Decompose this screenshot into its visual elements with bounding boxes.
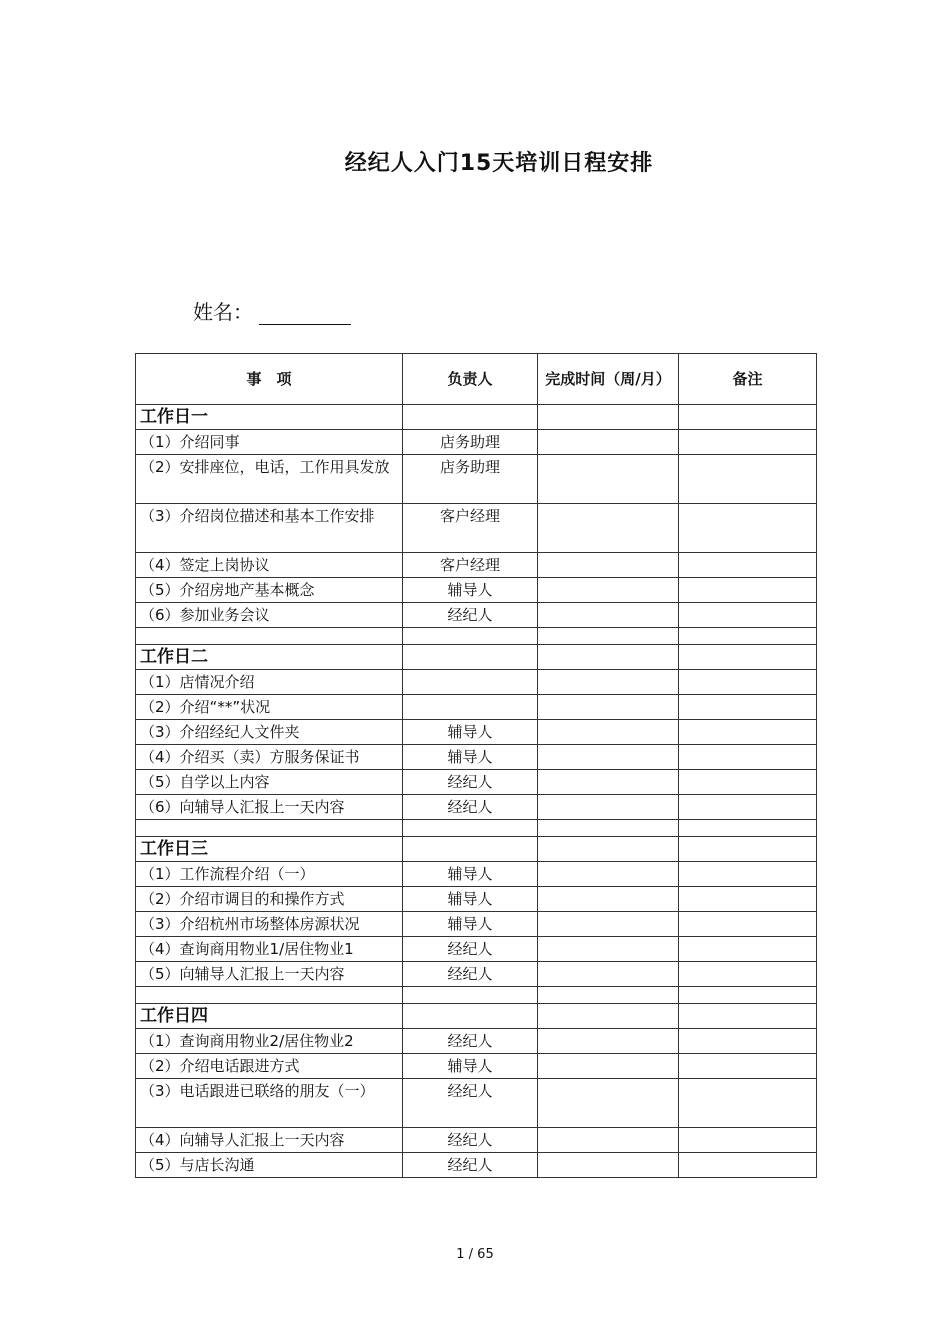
task-item: （6）参加业务会议 — [136, 603, 403, 628]
notes-cell — [679, 820, 817, 837]
notes-cell — [679, 745, 817, 770]
completion-time-cell — [538, 937, 679, 962]
table-body — [136, 405, 817, 1178]
page-number: 1 / 65 — [456, 1247, 494, 1262]
table-row — [136, 430, 817, 455]
page-title: 经纪人入门15天培训日程安排 — [344, 151, 654, 176]
spacer-row — [136, 820, 817, 837]
task-owner: 客户经理 — [403, 504, 538, 553]
task-owner — [403, 645, 538, 670]
task-owner — [403, 695, 538, 720]
completion-time-cell — [538, 553, 679, 578]
task-item: （3）介绍岗位描述和基本工作安排 — [136, 504, 403, 553]
completion-time-cell — [538, 887, 679, 912]
task-owner: 辅导人 — [403, 887, 538, 912]
task-item — [136, 987, 403, 1004]
notes-cell — [679, 553, 817, 578]
schedule-table — [135, 353, 817, 1178]
notes-cell — [679, 504, 817, 553]
completion-time-cell — [538, 837, 679, 862]
task-owner: 经纪人 — [403, 795, 538, 820]
table-row — [136, 912, 817, 937]
notes-cell — [679, 887, 817, 912]
notes-cell — [679, 1128, 817, 1153]
task-owner: 辅导人 — [403, 912, 538, 937]
notes-cell — [679, 670, 817, 695]
task-item: （1）介绍同事 — [136, 430, 403, 455]
name-field-row — [193, 296, 351, 325]
task-item: （3）介绍杭州市场整体房源状况 — [136, 912, 403, 937]
completion-time-cell — [538, 962, 679, 987]
table-row — [136, 455, 817, 504]
task-owner: 店务助理 — [403, 455, 538, 504]
completion-time-cell — [538, 645, 679, 670]
task-owner: 经纪人 — [403, 962, 538, 987]
task-item: （4）向辅导人汇报上一天内容 — [136, 1128, 403, 1153]
table-row — [136, 1079, 817, 1128]
completion-time-cell — [538, 603, 679, 628]
task-owner: 辅导人 — [403, 862, 538, 887]
task-item: （5）自学以上内容 — [136, 770, 403, 795]
completion-time-cell — [538, 670, 679, 695]
notes-cell — [679, 862, 817, 887]
notes-cell — [679, 720, 817, 745]
task-item: （3）电话跟进已联络的朋友（一） — [136, 1079, 403, 1128]
day-heading: 工作日三 — [136, 837, 403, 862]
notes-cell — [679, 1054, 817, 1079]
completion-time-cell — [538, 1054, 679, 1079]
task-owner — [403, 820, 538, 837]
task-item: （4）介绍买（卖）方服务保证书 — [136, 745, 403, 770]
completion-time-cell — [538, 987, 679, 1004]
table-row — [136, 795, 817, 820]
task-item: （5）向辅导人汇报上一天内容 — [136, 962, 403, 987]
name-label: 姓名： — [193, 300, 253, 324]
completion-time-cell — [538, 912, 679, 937]
notes-cell — [679, 628, 817, 645]
table-row — [136, 720, 817, 745]
spacer-row — [136, 628, 817, 645]
completion-time-cell — [538, 405, 679, 430]
notes-cell — [679, 1029, 817, 1054]
task-item: （5）介绍房地产基本概念 — [136, 578, 403, 603]
completion-time-cell — [538, 770, 679, 795]
task-item: （2）介绍电话跟进方式 — [136, 1054, 403, 1079]
task-owner: 客户经理 — [403, 553, 538, 578]
notes-cell — [679, 603, 817, 628]
completion-time-cell — [538, 720, 679, 745]
completion-time-cell — [538, 628, 679, 645]
notes-cell — [679, 795, 817, 820]
table-row — [136, 1153, 817, 1178]
notes-cell — [679, 912, 817, 937]
day-heading-row — [136, 645, 817, 670]
task-item: （4）查询商用物业1/居住物业1 — [136, 937, 403, 962]
completion-time-cell — [538, 1153, 679, 1178]
notes-cell — [679, 405, 817, 430]
notes-cell — [679, 937, 817, 962]
task-item: （2）安排座位，电话，工作用具发放 — [136, 455, 403, 504]
task-item: （1）店情况介绍 — [136, 670, 403, 695]
task-owner: 店务助理 — [403, 430, 538, 455]
table-row — [136, 862, 817, 887]
name-blank-line — [259, 304, 351, 325]
task-owner: 经纪人 — [403, 1153, 538, 1178]
completion-time-cell — [538, 745, 679, 770]
task-owner — [403, 670, 538, 695]
task-owner: 辅导人 — [403, 1054, 538, 1079]
task-owner: 辅导人 — [403, 745, 538, 770]
notes-cell — [679, 430, 817, 455]
notes-cell — [679, 1153, 817, 1178]
table-row — [136, 962, 817, 987]
completion-time-cell — [538, 695, 679, 720]
task-item — [136, 820, 403, 837]
task-owner — [403, 405, 538, 430]
table-header-row — [136, 354, 817, 405]
task-owner: 经纪人 — [403, 770, 538, 795]
task-owner — [403, 837, 538, 862]
notes-cell — [679, 1004, 817, 1029]
table-row — [136, 1054, 817, 1079]
task-owner: 经纪人 — [403, 1079, 538, 1128]
notes-cell — [679, 770, 817, 795]
header-item: 事 项 — [136, 354, 403, 405]
completion-time-cell — [538, 578, 679, 603]
task-owner: 辅导人 — [403, 720, 538, 745]
task-owner — [403, 1004, 538, 1029]
completion-time-cell — [538, 1004, 679, 1029]
task-owner: 经纪人 — [403, 1029, 538, 1054]
task-owner: 辅导人 — [403, 578, 538, 603]
table-row — [136, 937, 817, 962]
completion-time-cell — [538, 795, 679, 820]
completion-time-cell — [538, 820, 679, 837]
task-owner: 经纪人 — [403, 937, 538, 962]
table-row — [136, 887, 817, 912]
task-item: （2）介绍“**”状况 — [136, 695, 403, 720]
table-row — [136, 1029, 817, 1054]
table-row — [136, 603, 817, 628]
completion-time-cell — [538, 862, 679, 887]
task-item: （1）查询商用物业2/居住物业2 — [136, 1029, 403, 1054]
day-heading-row — [136, 405, 817, 430]
table-row — [136, 670, 817, 695]
table-row — [136, 578, 817, 603]
completion-time-cell — [538, 504, 679, 553]
task-owner — [403, 987, 538, 1004]
task-owner: 经纪人 — [403, 1128, 538, 1153]
notes-cell — [679, 837, 817, 862]
table-row — [136, 504, 817, 553]
task-item: （3）介绍经纪人文件夹 — [136, 720, 403, 745]
task-item: （1）工作流程介绍（一） — [136, 862, 403, 887]
notes-cell — [679, 455, 817, 504]
completion-time-cell — [538, 455, 679, 504]
task-item: （4）签定上岗协议 — [136, 553, 403, 578]
day-heading-row — [136, 837, 817, 862]
table-row — [136, 553, 817, 578]
notes-cell — [679, 645, 817, 670]
completion-time-cell — [538, 1128, 679, 1153]
task-item — [136, 628, 403, 645]
completion-time-cell — [538, 430, 679, 455]
table-row — [136, 745, 817, 770]
header-notes: 备注 — [679, 354, 817, 405]
task-item: （5）与店长沟通 — [136, 1153, 403, 1178]
task-item: （2）介绍市调目的和操作方式 — [136, 887, 403, 912]
notes-cell — [679, 1079, 817, 1128]
completion-time-cell — [538, 1029, 679, 1054]
header-owner: 负责人 — [403, 354, 538, 405]
notes-cell — [679, 578, 817, 603]
completion-time-cell — [538, 1079, 679, 1128]
spacer-row — [136, 987, 817, 1004]
day-heading: 工作日四 — [136, 1004, 403, 1029]
table-row — [136, 1128, 817, 1153]
task-item: （6）向辅导人汇报上一天内容 — [136, 795, 403, 820]
day-heading: 工作日一 — [136, 405, 403, 430]
notes-cell — [679, 962, 817, 987]
table-row — [136, 770, 817, 795]
day-heading: 工作日二 — [136, 645, 403, 670]
table-row — [136, 695, 817, 720]
task-owner: 经纪人 — [403, 603, 538, 628]
notes-cell — [679, 695, 817, 720]
task-owner — [403, 628, 538, 645]
header-completion-time: 完成时间（周/月） — [538, 354, 679, 405]
notes-cell — [679, 987, 817, 1004]
day-heading-row — [136, 1004, 817, 1029]
